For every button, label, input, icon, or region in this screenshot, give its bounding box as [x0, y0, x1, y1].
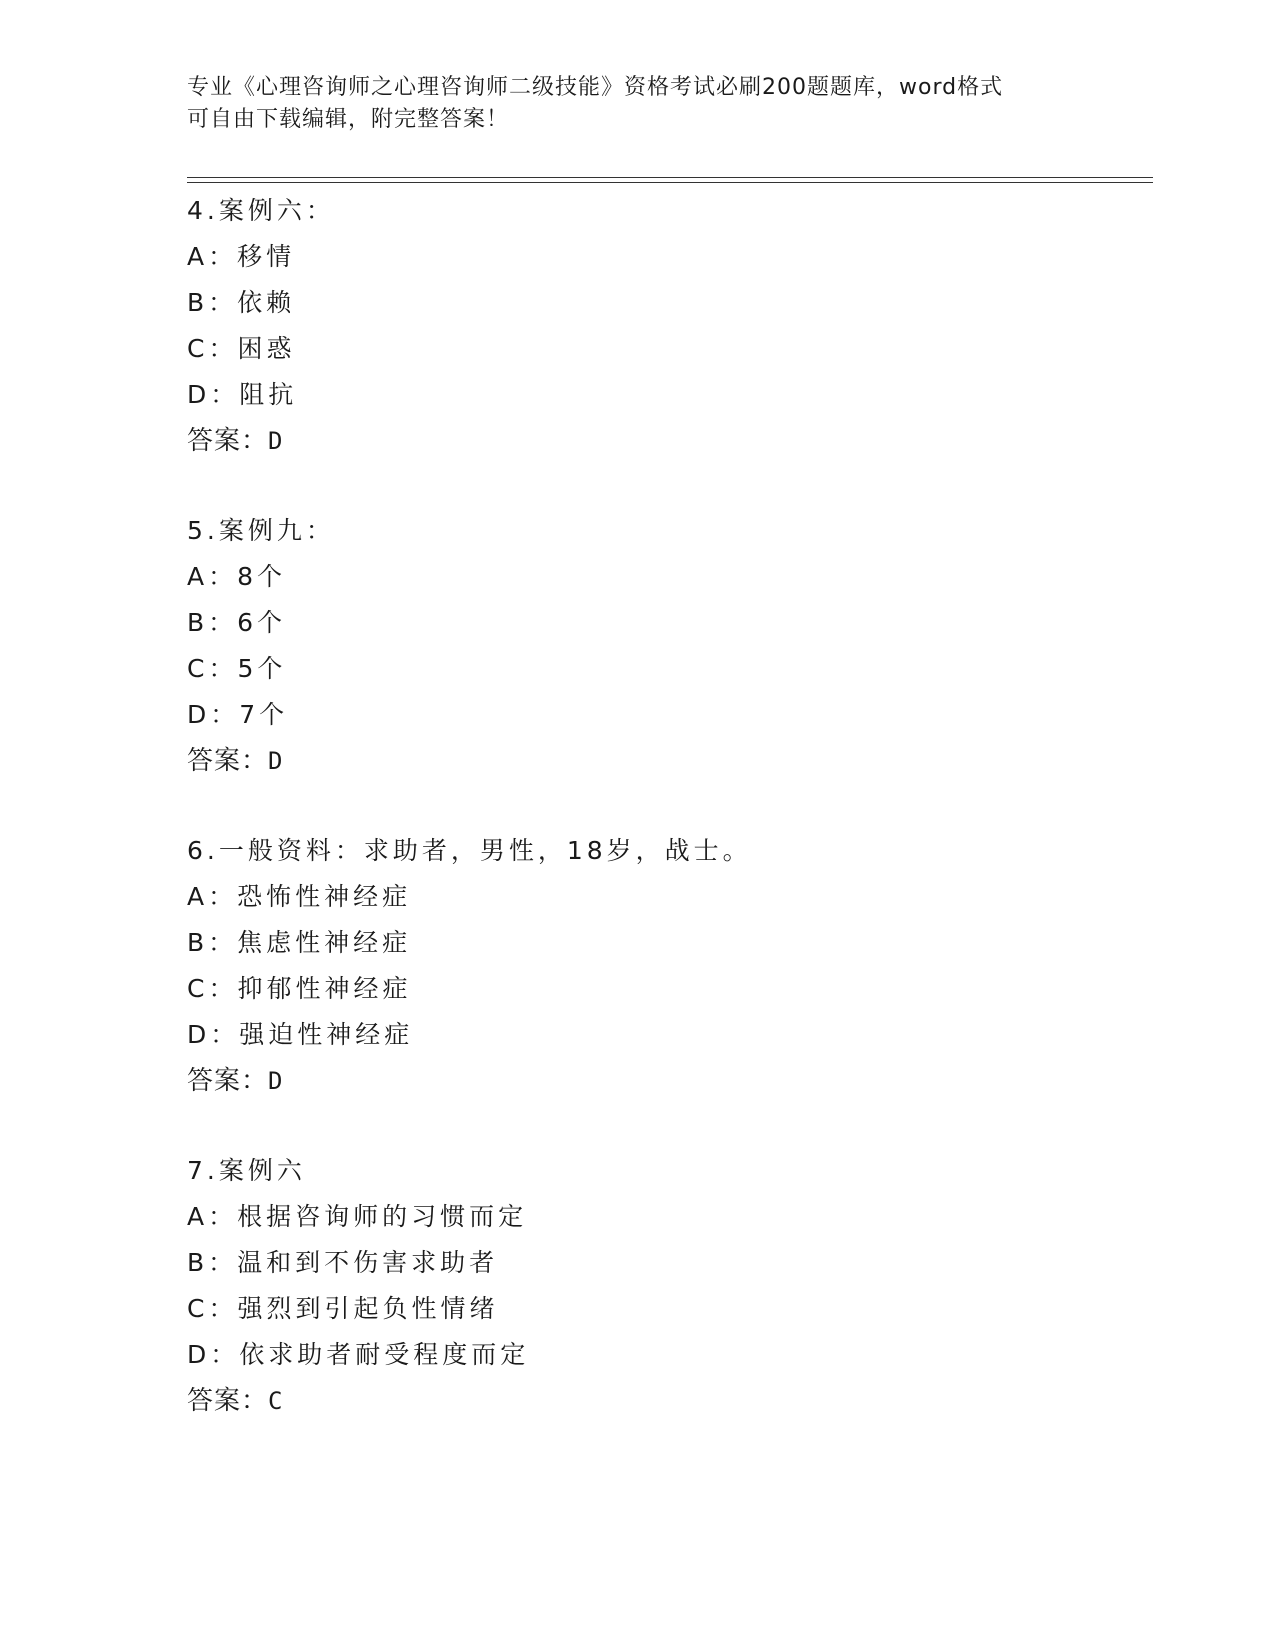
option-b: B：6个	[187, 608, 287, 637]
option-c: C：困惑	[187, 334, 296, 363]
answer-label: 答案：	[187, 746, 269, 776]
header-divider-bottom	[187, 182, 1153, 183]
answer-value: D	[268, 427, 284, 455]
answer-line	[187, 1058, 1147, 1104]
header-line-1: 专业《心理咨询师之心理咨询师二级技能》资格考试必刷200题题库，word格式	[187, 75, 1004, 100]
option-d: D：依求助者耐受程度而定	[187, 1340, 530, 1369]
option-b: B：温和到不伤害求助者	[187, 1248, 499, 1277]
option-d: D：7个	[187, 700, 289, 729]
question-stem: 7.案例六	[187, 1156, 306, 1185]
question-7	[187, 1148, 1147, 1424]
option-b: B：焦虑性神经症	[187, 928, 412, 957]
question-stem: 4.案例六：	[187, 196, 335, 225]
header-divider-top	[187, 177, 1153, 178]
option-c: C：强烈到引起负性情绪	[187, 1294, 499, 1323]
question-6	[187, 828, 1147, 1104]
question-stem: 6.一般资料：求助者，男性，18岁，战士。	[187, 836, 752, 865]
answer-label: 答案：	[187, 1386, 269, 1416]
header-line-2: 可自由下载编辑，附完整答案！	[187, 107, 510, 132]
answer-line	[187, 418, 1147, 464]
answer-line	[187, 738, 1147, 784]
option-d: D：强迫性神经症	[187, 1020, 414, 1049]
option-d: D：阻抗	[187, 380, 298, 409]
option-a: A：移情	[187, 242, 296, 271]
answer-value: D	[268, 1067, 284, 1095]
answer-value: C	[268, 1387, 284, 1415]
answer-label: 答案：	[187, 1066, 269, 1096]
option-b: B：依赖	[187, 288, 296, 317]
option-a: A：根据咨询师的习惯而定	[187, 1202, 528, 1231]
document-header	[187, 72, 1077, 136]
option-a: A：恐怖性神经症	[187, 882, 412, 911]
question-4	[187, 188, 1147, 464]
question-list	[187, 188, 1147, 1424]
answer-label: 答案：	[187, 426, 269, 456]
question-5	[187, 508, 1147, 784]
option-a: A：8个	[187, 562, 287, 591]
answer-value: D	[268, 747, 284, 775]
option-c: C：5个	[187, 654, 287, 683]
question-stem: 5.案例九：	[187, 516, 335, 545]
option-c: C：抑郁性神经症	[187, 974, 412, 1003]
answer-line	[187, 1378, 1147, 1424]
